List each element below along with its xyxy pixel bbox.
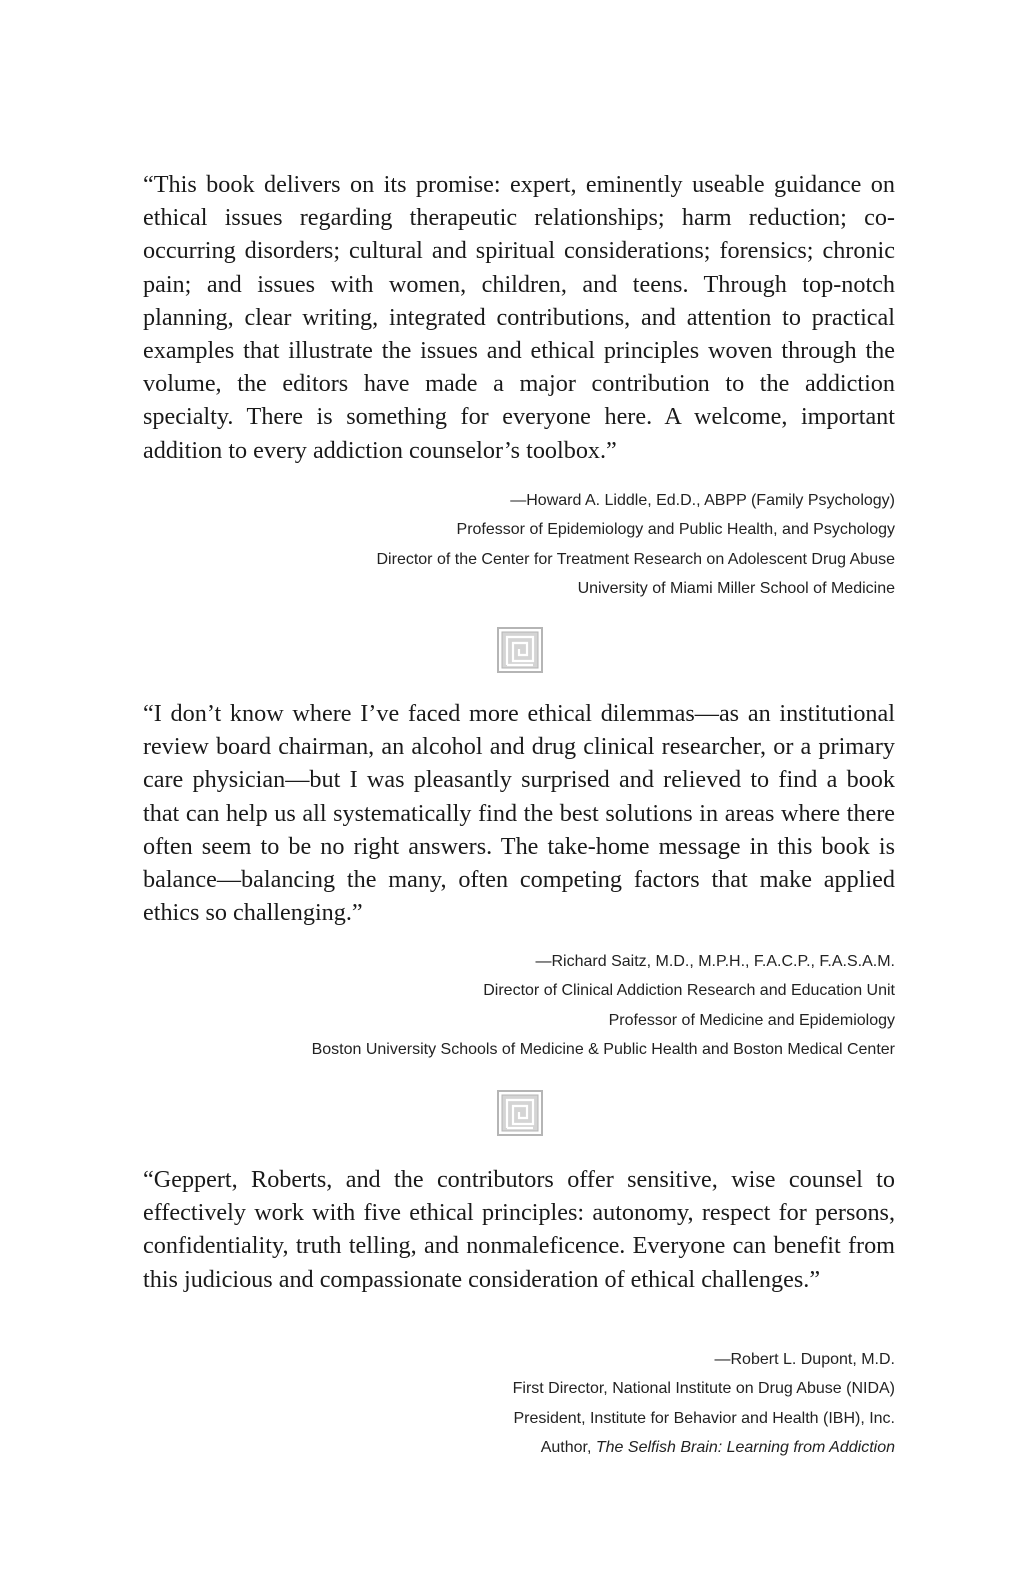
book-title: The Selfish Brain: Learning from Addiction: [595, 1438, 895, 1456]
endorsement-quote-3: “Geppert, Roberts, and the contributors offer sensitive, wise counsel to effectively work with five ethical principles: autonomy, respect for persons, confidentiality, truth telling, and nonmaleficence. Everyone can benefit from this judicious and compassionate consideration of ethical challenges.”: [143, 1166, 895, 1293]
attribution-title: Director of the Center for Treatment Research on Adolescent Drug Abuse: [376, 550, 895, 568]
attribution-book: [143, 1433, 895, 1462]
endorsement-attribution-2: [143, 947, 895, 1064]
endorsement-attribution-1: [143, 486, 895, 603]
attribution-name: —Howard A. Liddle, Ed.D., ABPP (Family Psychology): [510, 492, 895, 509]
attribution-name: —Richard Saitz, M.D., M.P.H., F.A.C.P., F.A.S.A.M.: [535, 953, 895, 970]
attribution-affiliation: University of Miami Miller School of Medicine: [577, 579, 895, 597]
meander-ornament-icon: [497, 1090, 543, 1136]
endorsement-quote-1: “This book delivers on its promise: expert, eminently useable guidance on ethical issues regarding therapeutic relationships; harm reduction; co-occurring disorders; cultural and spiritual considerations; forensics; chronic pain; and issues with women, children, and teens. Through top-notch planning, clear writing, integrated contributions, and attention to practical examples that illustrate the issues and ethical principles woven through the volume, the editors have made a major contribution to the addiction specialty. There is something for everyone here. A welcome, important addition to every addiction counselor’s toolbox.”: [143, 171, 895, 464]
attribution-affiliation: Boston University Schools of Medicine & Public Health and Boston Medical Center: [311, 1040, 895, 1058]
attribution-title: Director of Clinical Addiction Research and Education Unit: [483, 982, 895, 1000]
attribution-title: President, Institute for Behavior and Health (IBH), Inc.: [513, 1409, 895, 1427]
meander-ornament-icon: [497, 627, 543, 673]
attribution-title: Professor of Epidemiology and Public Health, and Psychology: [456, 521, 895, 539]
endorsement-attribution-3: [143, 1345, 895, 1462]
attribution-name: —Robert L. Dupont, M.D.: [714, 1351, 895, 1368]
author-prefix: Author,: [540, 1438, 592, 1456]
attribution-title: Professor of Medicine and Epidemiology: [608, 1011, 895, 1029]
attribution-title: First Director, National Institute on Drug Abuse (NIDA): [512, 1380, 895, 1398]
endorsement-quote-2: “I don’t know where I’ve faced more ethical dilemmas—as an institutional review board chairman, an alcohol and drug clinical researcher, or a primary care physician—but I was pleasantly surprised and relieved to find a book that can help us all systematically find the best solutions in areas where there often seem to be no right answers. The take-home message in this book is balance—balancing the many, often competing factors that make applied ethics so challenging.”: [143, 700, 895, 927]
